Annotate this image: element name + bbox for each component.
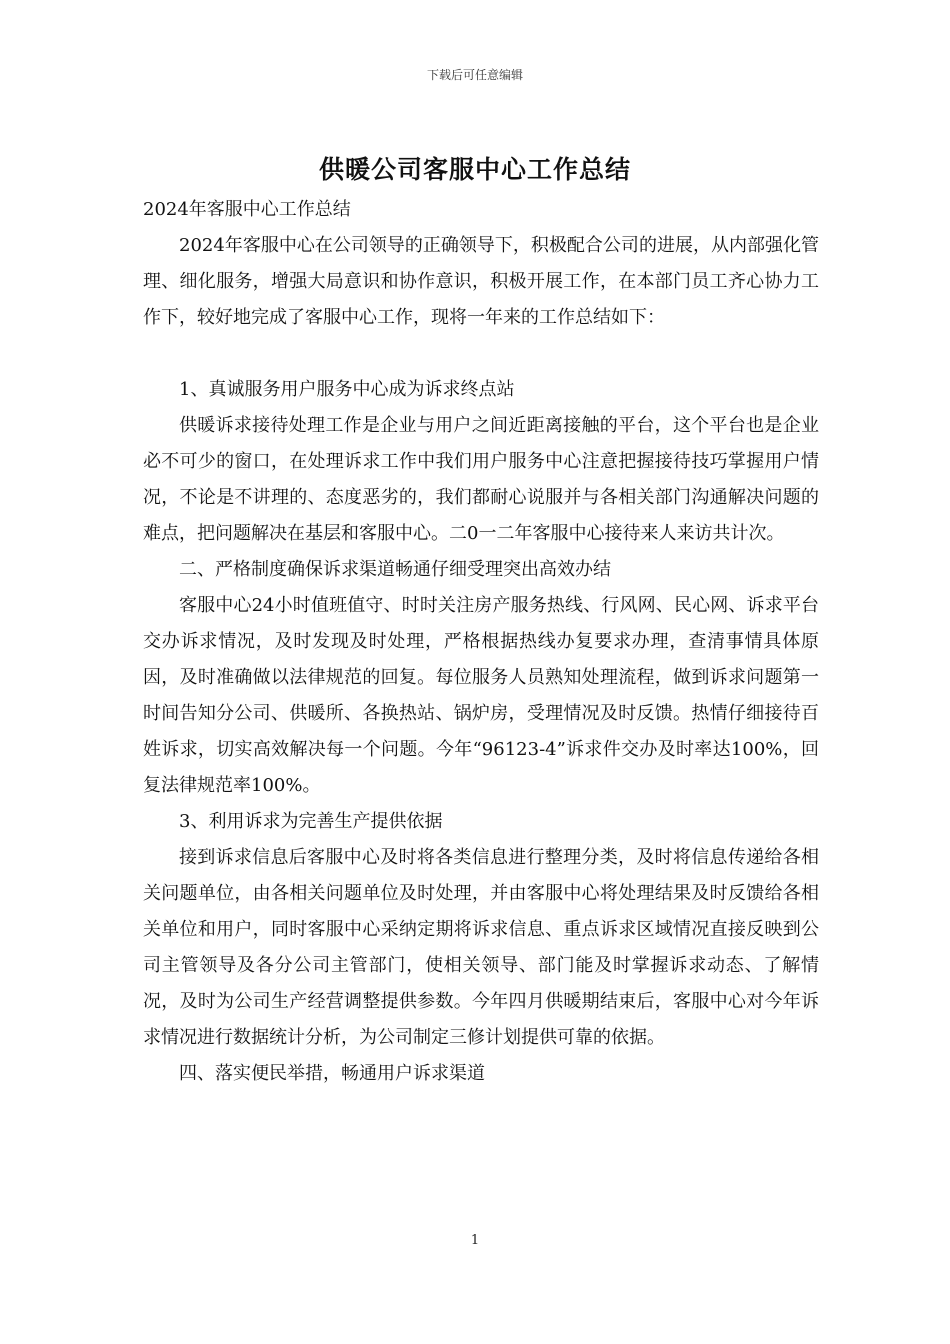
header-note: 下载后可任意编辑	[426, 68, 523, 82]
section-heading-4: 四、落实便民举措，畅通用户诉求渠道	[179, 1063, 485, 1084]
intro-paragraph: 2024年客服中心在公司领导的正确领导下，积极配合公司的进展，从内部强化管理、细化服务，增强大局意识和协作意识，积极开展工作，在本部门员工齐心协力工作下，较好地完成了客服中心工作，现将一年来的工作总结如下：	[143, 235, 819, 328]
subtitle-paragraph: 2024年客服中心工作总结	[143, 199, 351, 220]
blank-line	[143, 336, 819, 372]
section-heading-3: 3、利用诉求为完善生产提供依据	[179, 811, 443, 832]
page-number: 1	[470, 1233, 480, 1248]
section-body-3: 接到诉求信息后客服中心及时将各类信息进行整理分类，及时将信息传递给各相关问题单位，由各相关问题单位及时处理，并由客服中心将处理结果及时反馈给各相关单位和用户，同时客服中心采纳定期将诉求信息、重点诉求区域情况直接反映到公司主管领导及各分公司主管部门，使相关领导、部门能及时掌握诉求动态、了解情况，及时为公司生产经营调整提供参数。今年四月供暖期结束后，客服中心对今年诉求情况进行数据统计分析，为公司制定三修计划提供可靠的依据。	[143, 847, 819, 1048]
document-body	[143, 192, 819, 1092]
section-heading-1: 1、真诚服务用户服务中心成为诉求终点站	[179, 379, 515, 400]
section-body-1: 供暖诉求接待处理工作是企业与用户之间近距离接触的平台，这个平台也是企业必不可少的窗口，在处理诉求工作中我们用户服务中心注意把握接待技巧掌握用户情况，不论是不讲理的、态度恶劣的，我们都耐心说服并与各相关部门沟通解决问题的难点，把问题解决在基层和客服中心。二0一二年客服中心接待来人来访共计次。	[143, 415, 819, 544]
section-body-2: 客服中心24小时值班值守、时时关注房产服务热线、行风网、民心网、诉求平台交办诉求情况，及时发现及时处理，严格根据热线办复要求办理，查清事情具体原因，及时准确做以法律规范的回复。每位服务人员熟知处理流程，做到诉求问题第一时间告知分公司、供暖所、各换热站、锅炉房，受理情况及时反馈。热情仔细接待百姓诉求，切实高效解决每一个问题。今年“96123-4”诉求件交办及时率达100%，回复法律规范率100%。	[143, 595, 819, 796]
document-title: 供暖公司客服中心工作总结	[318, 155, 631, 184]
section-heading-2: 二、严格制度确保诉求渠道畅通仔细受理突出高效办结	[179, 559, 611, 580]
